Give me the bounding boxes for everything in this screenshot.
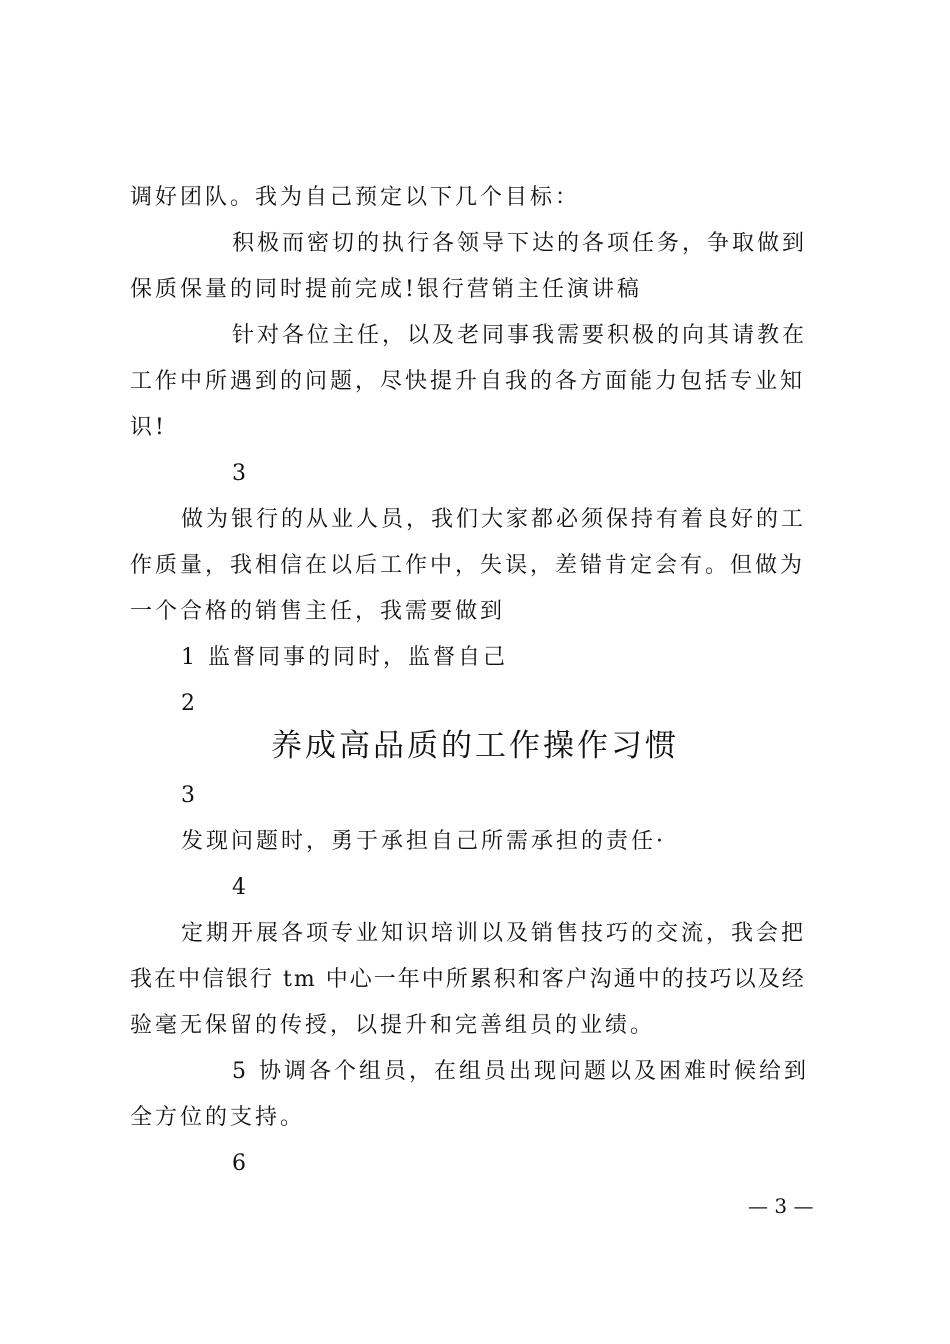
list-number: 3 <box>232 461 249 486</box>
list-number: 4 <box>232 875 249 900</box>
text-line: 我在中信银行 tm 中心一年中所累积和客户沟通中的技巧以及经 <box>130 967 806 992</box>
list-item: 5 协调各个组员，在组员出现问题以及困难时候给到 <box>232 1059 809 1084</box>
text-line: 识! <box>130 415 167 440</box>
list-item: 发现问题时，勇于承担自己所需承担的责任· <box>181 829 666 854</box>
text-line: 一个合格的销售主任，我需要做到 <box>130 599 506 624</box>
text-line: 工作中所遇到的问题，尽快提升自我的各方面能力包括专业知 <box>130 369 806 394</box>
text-line: 验毫无保留的传授，以提升和完善组员的业绩。 <box>130 1013 656 1038</box>
text-line: 针对各位主任，以及老同事我需要积极的向其请教在 <box>232 323 808 348</box>
list-number: 6 <box>232 1151 249 1176</box>
list-number: 2 <box>181 691 198 716</box>
list-number: 3 <box>181 783 198 808</box>
section-heading: 养成高品质的工作操作习惯 <box>271 728 679 764</box>
text-line: 作质量，我相信在以后工作中，失误，差错肯定会有。但做为 <box>130 553 806 578</box>
text-line: 做为银行的从业人员，我们大家都必须保持有着良好的工 <box>181 507 807 532</box>
list-item: 1 监督同事的同时，监督自己 <box>181 645 508 670</box>
text-line: 全方位的支持。 <box>130 1105 306 1130</box>
text-line: 保质保量的同时提前完成!银行营销主任演讲稿 <box>130 277 642 302</box>
text-line: 调好团队。我为自己预定以下几个目标： <box>130 185 581 210</box>
text-line: 定期开展各项专业知识培训以及销售技巧的交流，我会把 <box>181 921 807 946</box>
text-line: 积极而密切的执行各领导下达的各项任务，争取做到 <box>232 231 808 256</box>
page-number: — 3 — <box>748 1194 814 1218</box>
